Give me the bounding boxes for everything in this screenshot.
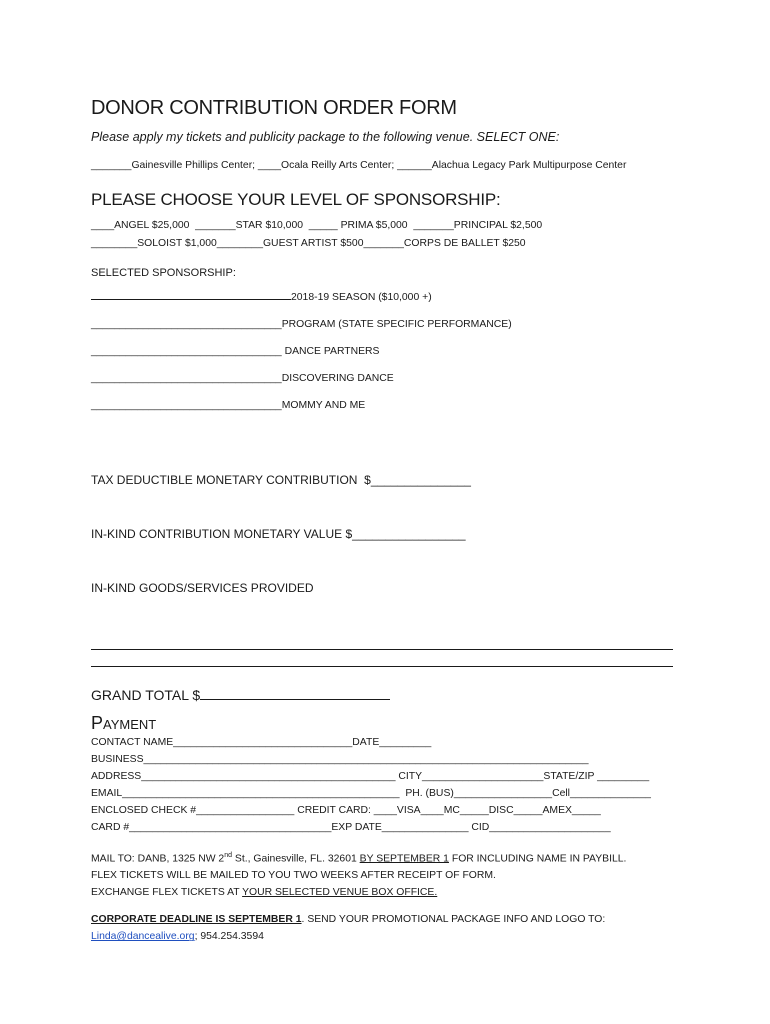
payment-section bbox=[91, 734, 691, 836]
tax-deductible-line: TAX DEDUCTIBLE MONETARY CONTRIBUTION $_______________ bbox=[91, 473, 471, 487]
contribution-section bbox=[91, 435, 691, 633]
address-line: ADDRESS____________________________________________ CITY_____________________STATE/ZIP _________ bbox=[91, 771, 650, 782]
levels-line-1: ____ANGEL $25,000 _______STAR $10,000 _____ PRIMA $5,000 _______PRINCIPAL $2,500 bbox=[91, 220, 543, 231]
corporate-deadline bbox=[91, 911, 691, 945]
option-label: DISCOVERING DANCE bbox=[281, 373, 394, 384]
goods-blank-line-2 bbox=[91, 650, 673, 667]
donor-form-page bbox=[91, 96, 691, 945]
mail-line-2: FLEX TICKETS WILL BE MAILED TO YOU TWO WEEKS AFTER RECEIPT OF FORM. bbox=[91, 870, 496, 882]
check-line: ENCLOSED CHECK #_________________ CREDIT CARD: ____VISA____MC_____DISC_____AMEX_____ bbox=[91, 805, 601, 816]
sponsorship-option-program bbox=[91, 318, 691, 332]
corporate-line-2 bbox=[91, 928, 691, 945]
sponsorship-heading: PLEASE CHOOSE YOUR LEVEL OF SPONSORSHIP: bbox=[91, 190, 501, 209]
card-line: CARD #___________________________________EXP DATE_______________ CID_____________________ bbox=[91, 822, 611, 833]
contact-phone: ; 954.254.3594 bbox=[194, 931, 264, 943]
option-label: 2018-19 SEASON ($10,000 +) bbox=[291, 292, 432, 303]
contact-name-line: CONTACT NAME_______________________________DATE_________ bbox=[91, 737, 432, 748]
sponsorship-levels bbox=[91, 217, 691, 253]
exchange-text: EXCHANGE FLEX TICKETS AT bbox=[91, 887, 243, 899]
mail-address: MAIL TO: DANB, 1325 NW 2 bbox=[91, 853, 225, 865]
contact-email-link[interactable]: Linda@dancealive.org bbox=[91, 931, 195, 943]
grand-total-label: GRAND TOTAL $ bbox=[91, 687, 201, 703]
ordinal-suffix: nd bbox=[224, 852, 232, 859]
inkind-goods-line: IN-KIND GOODS/SERVICES PROVIDED bbox=[91, 581, 314, 595]
option-label: PROGRAM (STATE SPECIFIC PERFORMANCE) bbox=[281, 319, 512, 330]
blank-line bbox=[91, 289, 291, 300]
selected-sponsorship-heading: SELECTED SPONSORSHIP: bbox=[91, 267, 236, 279]
email-line: EMAIL________________________________________________ PH. (BUS)_________________Cell______________ bbox=[91, 788, 651, 799]
sponsorship-option-discovering-dance bbox=[91, 372, 691, 386]
exchange-venue: YOUR SELECTED VENUE BOX OFFICE. bbox=[242, 887, 438, 899]
mail-city: St., Gainesville, FL. 32601 bbox=[232, 853, 360, 865]
venue-options: _______Gainesville Phillips Center; ____Ocala Reilly Arts Center; ______Alachua Legacy Park Multipurpose Center bbox=[91, 160, 627, 171]
blank-line: _________________________________ bbox=[91, 319, 282, 330]
mail-instructions bbox=[91, 847, 691, 901]
blank-line: _________________________________ bbox=[91, 400, 282, 411]
business-line: BUSINESS_____________________________________________________________________________ bbox=[91, 754, 589, 765]
mail-line-1 bbox=[91, 847, 691, 867]
levels-line-2: ________SOLOIST $1,000________GUEST ARTIST $500_______CORPS DE BALLET $250 bbox=[91, 238, 526, 249]
payment-heading: Payment bbox=[91, 713, 157, 733]
blank-line: _________________________________ bbox=[91, 373, 282, 384]
mail-line-3 bbox=[91, 884, 691, 901]
blank-line: _________________________________ bbox=[91, 346, 282, 357]
mail-deadline: BY SEPTEMBER 1 bbox=[359, 853, 449, 865]
grand-total-blank bbox=[200, 685, 390, 700]
corporate-line-1 bbox=[91, 911, 691, 928]
sponsorship-option-season bbox=[91, 289, 691, 305]
inkind-value-line: IN-KIND CONTRIBUTION MONETARY VALUE $_________________ bbox=[91, 527, 466, 541]
goods-blank-line-1 bbox=[91, 633, 673, 650]
option-label: MOMMY AND ME bbox=[281, 400, 366, 411]
sponsorship-option-mommy-and-me bbox=[91, 399, 691, 413]
corporate-instructions: . SEND YOUR PROMOTIONAL PACKAGE INFO AND LOGO TO: bbox=[301, 914, 606, 926]
sponsorship-option-dance-partners bbox=[91, 345, 691, 359]
grand-total bbox=[91, 685, 691, 704]
corporate-deadline-label: CORPORATE DEADLINE IS SEPTEMBER 1 bbox=[91, 914, 302, 926]
mail-note: FOR INCLUDING NAME IN PAYBILL. bbox=[448, 853, 627, 865]
form-subtitle: Please apply my tickets and publicity package to the following venue. SELECT ONE: bbox=[91, 130, 560, 144]
option-label: DANCE PARTNERS bbox=[281, 346, 380, 357]
form-title: DONOR CONTRIBUTION ORDER FORM bbox=[91, 97, 457, 119]
